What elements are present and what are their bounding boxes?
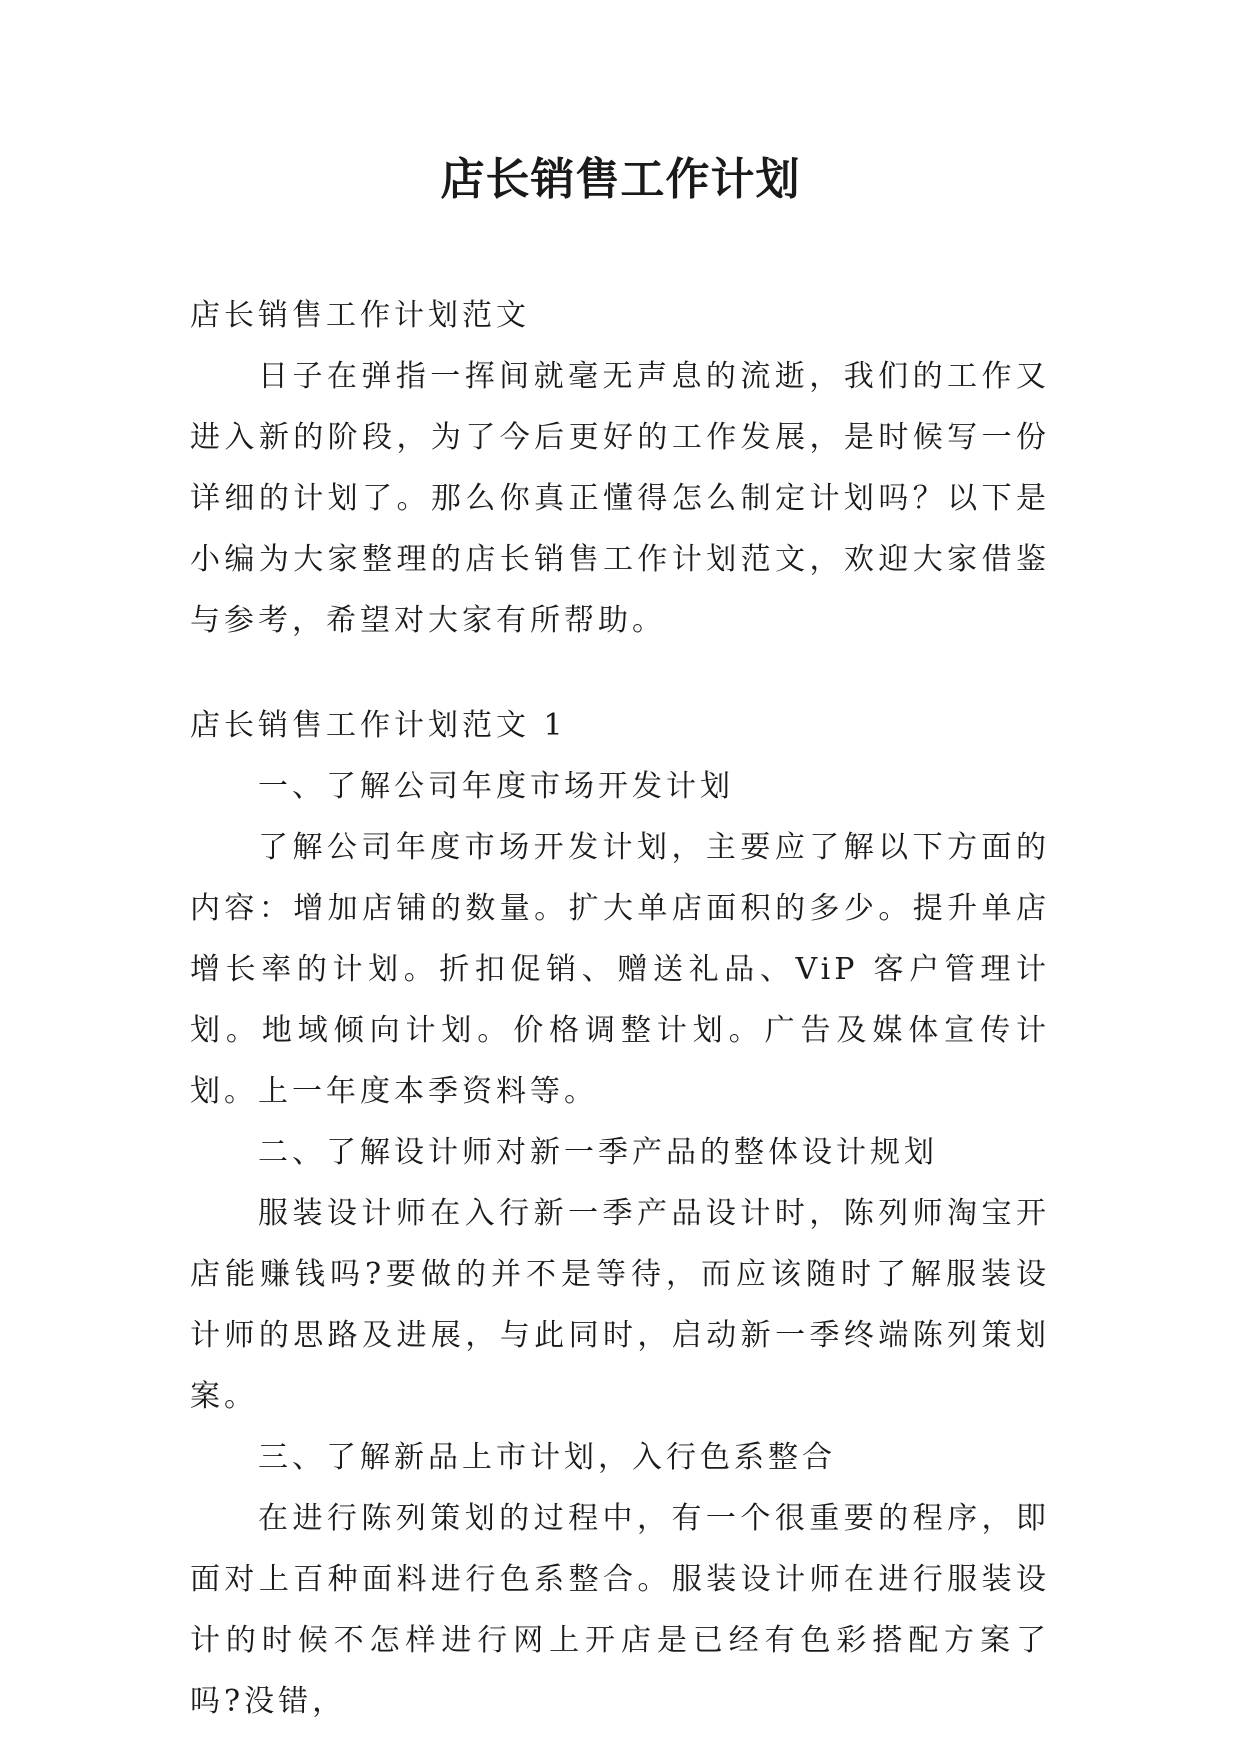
intro-heading: 店长销售工作计划范文 [190,298,530,333]
item-3-heading: 三、了解新品上市计划，入行色系整合 [258,1440,836,1475]
section-1-heading: 店长销售工作计划范文 1 [190,708,567,743]
document-title: 店长销售工作计划 [440,154,801,205]
item-1-heading: 一、了解公司年度市场开发计划 [258,769,734,804]
intro-section [190,285,1050,651]
item-1-text: 了解公司年度市场开发计划，主要应了解以下方面的内容：增加店铺的数量。扩大单店面积的多少。提升单店增长率的计划。折扣促销、赠送礼品、ViP 客户管理计划。地域倾向计划。价格调整计划。广告及媒体宣传计划。上一年度本季资料等。 [190,830,1050,1109]
section-1 [190,695,1050,1732]
item-2-heading: 二、了解设计师对新一季产品的整体设计规划 [258,1135,938,1170]
item-2-text: 服装设计师在入行新一季产品设计时，陈列师淘宝开店能赚钱吗?要做的并不是等待，而应该随时了解服装设计师的思路及进展，与此同时，启动新一季终端陈列策划案。 [190,1196,1050,1414]
intro-paragraph: 日子在弹指一挥间就毫无声息的流逝，我们的工作又进入新的阶段，为了今后更好的工作发展，是时候写一份详细的计划了。那么你真正懂得怎么制定计划吗？以下是小编为大家整理的店长销售工作计划范文，欢迎大家借鉴与参考，希望对大家有所帮助。 [190,359,1050,638]
item-3-text: 在进行陈列策划的过程中，有一个很重要的程序，即面对上百种面料进行色系整合。服装设计师在进行服装设计的时候不怎样进行网上开店是已经有色彩搭配方案了吗?没错， [190,1501,1050,1719]
